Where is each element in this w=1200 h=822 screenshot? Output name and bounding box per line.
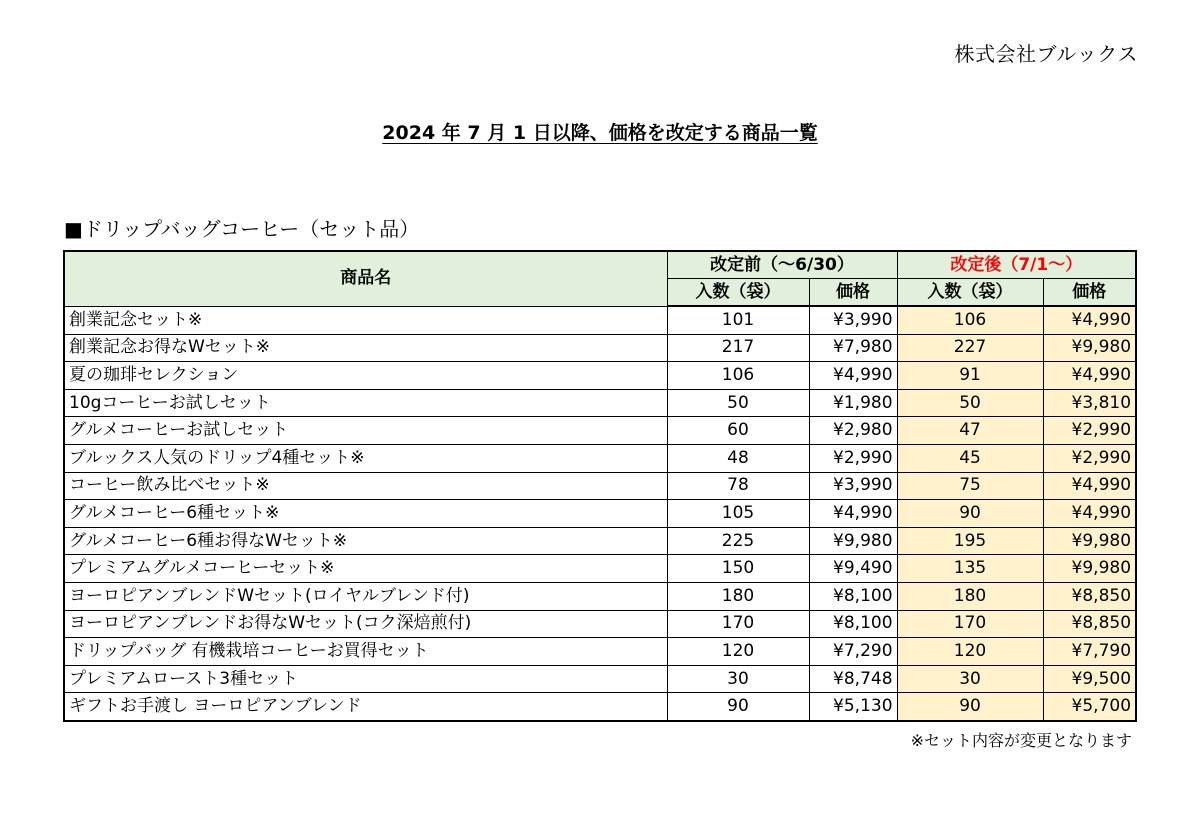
qty-after-cell: 120 xyxy=(897,638,1043,666)
table-header-row xyxy=(64,251,1136,279)
price-before-cell: ¥9,980 xyxy=(809,527,897,555)
table-body xyxy=(64,306,1136,721)
price-after-cell: ¥7,790 xyxy=(1043,638,1136,666)
qty-before-cell: 48 xyxy=(667,444,809,472)
product-name-cell: グルメコーヒー6種お得なWセット※ xyxy=(64,527,667,555)
product-name-cell: グルメコーヒーお試しセット xyxy=(64,417,667,445)
table-row xyxy=(64,472,1136,500)
qty-after-cell: 75 xyxy=(897,472,1043,500)
price-after-cell: ¥4,990 xyxy=(1043,472,1136,500)
qty-before-cell: 50 xyxy=(667,389,809,417)
price-after-cell: ¥8,850 xyxy=(1043,582,1136,610)
page-title-text: 2024 年 7 月 1 日以降、価格を改定する商品一覧 xyxy=(382,122,818,144)
subheader-qty-before: 入数（袋） xyxy=(667,279,809,307)
product-name-cell: ヨーロピアンブレンドお得なWセット(コク深焙煎付) xyxy=(64,610,667,638)
qty-after-cell: 45 xyxy=(897,444,1043,472)
company-name: 株式会社ブルックス xyxy=(954,42,1138,66)
product-name-cell: ギフトお手渡し ヨーロピアンブレンド xyxy=(64,693,667,721)
section-heading: ■ドリップバッグコーヒー（セット品） xyxy=(64,217,420,241)
qty-after-cell: 106 xyxy=(897,306,1043,334)
price-before-cell: ¥8,100 xyxy=(809,582,897,610)
price-before-cell: ¥2,980 xyxy=(809,417,897,445)
price-after-cell: ¥2,990 xyxy=(1043,444,1136,472)
price-after-cell: ¥9,980 xyxy=(1043,555,1136,583)
price-after-cell: ¥4,990 xyxy=(1043,306,1136,334)
price-before-cell: ¥8,748 xyxy=(809,665,897,693)
header-before-revision: 改定前（～6/30） xyxy=(667,251,897,279)
table-row xyxy=(64,334,1136,362)
footnote: ※セット内容が変更となります xyxy=(910,731,1132,750)
price-after-cell: ¥9,500 xyxy=(1043,665,1136,693)
price-before-cell: ¥7,290 xyxy=(809,638,897,666)
qty-after-cell: 180 xyxy=(897,582,1043,610)
price-before-cell: ¥4,990 xyxy=(809,500,897,528)
price-before-cell: ¥8,100 xyxy=(809,610,897,638)
price-after-cell: ¥4,990 xyxy=(1043,500,1136,528)
product-name-cell: プレミアムグルメコーヒーセット※ xyxy=(64,555,667,583)
price-after-cell: ¥9,980 xyxy=(1043,334,1136,362)
header-after-revision: 改定後（7/1～） xyxy=(897,251,1136,279)
price-before-cell: ¥3,990 xyxy=(809,472,897,500)
qty-after-cell: 135 xyxy=(897,555,1043,583)
product-name-cell: ブルックス人気のドリップ4種セット※ xyxy=(64,444,667,472)
qty-before-cell: 120 xyxy=(667,638,809,666)
price-before-cell: ¥7,980 xyxy=(809,334,897,362)
price-before-cell: ¥5,130 xyxy=(809,693,897,721)
qty-after-cell: 170 xyxy=(897,610,1043,638)
price-after-cell: ¥5,700 xyxy=(1043,693,1136,721)
table-row xyxy=(64,610,1136,638)
qty-before-cell: 101 xyxy=(667,306,809,334)
qty-before-cell: 150 xyxy=(667,555,809,583)
table-row xyxy=(64,555,1136,583)
price-before-cell: ¥3,990 xyxy=(809,306,897,334)
qty-after-cell: 47 xyxy=(897,417,1043,445)
product-name-cell: 創業記念お得なWセット※ xyxy=(64,334,667,362)
qty-before-cell: 30 xyxy=(667,665,809,693)
qty-before-cell: 217 xyxy=(667,334,809,362)
price-before-cell: ¥9,490 xyxy=(809,555,897,583)
price-before-cell: ¥1,980 xyxy=(809,389,897,417)
price-after-cell: ¥9,980 xyxy=(1043,527,1136,555)
table-row xyxy=(64,693,1136,721)
price-after-cell: ¥8,850 xyxy=(1043,610,1136,638)
qty-before-cell: 60 xyxy=(667,417,809,445)
product-name-cell: コーヒー飲み比べセット※ xyxy=(64,472,667,500)
qty-after-cell: 30 xyxy=(897,665,1043,693)
product-name-cell: 10gコーヒーお試しセット xyxy=(64,389,667,417)
table-row xyxy=(64,389,1136,417)
header-product-name: 商品名 xyxy=(64,251,667,306)
subheader-price-after: 価格 xyxy=(1043,279,1136,307)
price-after-cell: ¥2,990 xyxy=(1043,417,1136,445)
product-name-cell: グルメコーヒー6種セット※ xyxy=(64,500,667,528)
page-title xyxy=(0,118,1200,145)
qty-after-cell: 90 xyxy=(897,500,1043,528)
subheader-qty-after: 入数（袋） xyxy=(897,279,1043,307)
table-row xyxy=(64,500,1136,528)
qty-after-cell: 50 xyxy=(897,389,1043,417)
price-before-cell: ¥2,990 xyxy=(809,444,897,472)
table-row xyxy=(64,417,1136,445)
qty-before-cell: 180 xyxy=(667,582,809,610)
product-name-cell: ヨーロピアンブレンドWセット(ロイヤルブレンド付) xyxy=(64,582,667,610)
subheader-price-before: 価格 xyxy=(809,279,897,307)
price-after-cell: ¥4,990 xyxy=(1043,362,1136,390)
table-row xyxy=(64,582,1136,610)
qty-before-cell: 106 xyxy=(667,362,809,390)
qty-before-cell: 105 xyxy=(667,500,809,528)
qty-after-cell: 227 xyxy=(897,334,1043,362)
table-row xyxy=(64,444,1136,472)
qty-before-cell: 225 xyxy=(667,527,809,555)
table-row xyxy=(64,527,1136,555)
qty-after-cell: 90 xyxy=(897,693,1043,721)
table-row xyxy=(64,665,1136,693)
product-name-cell: 創業記念セット※ xyxy=(64,306,667,334)
table-row xyxy=(64,306,1136,334)
qty-before-cell: 90 xyxy=(667,693,809,721)
price-before-cell: ¥4,990 xyxy=(809,362,897,390)
table-row xyxy=(64,362,1136,390)
table-row xyxy=(64,638,1136,666)
product-name-cell: プレミアムロースト3種セット xyxy=(64,665,667,693)
qty-after-cell: 91 xyxy=(897,362,1043,390)
qty-before-cell: 170 xyxy=(667,610,809,638)
product-name-cell: 夏の珈琲セレクション xyxy=(64,362,667,390)
price-revision-table xyxy=(63,250,1137,722)
product-name-cell: ドリップバッグ 有機栽培コーヒーお買得セット xyxy=(64,638,667,666)
price-after-cell: ¥3,810 xyxy=(1043,389,1136,417)
qty-before-cell: 78 xyxy=(667,472,809,500)
qty-after-cell: 195 xyxy=(897,527,1043,555)
